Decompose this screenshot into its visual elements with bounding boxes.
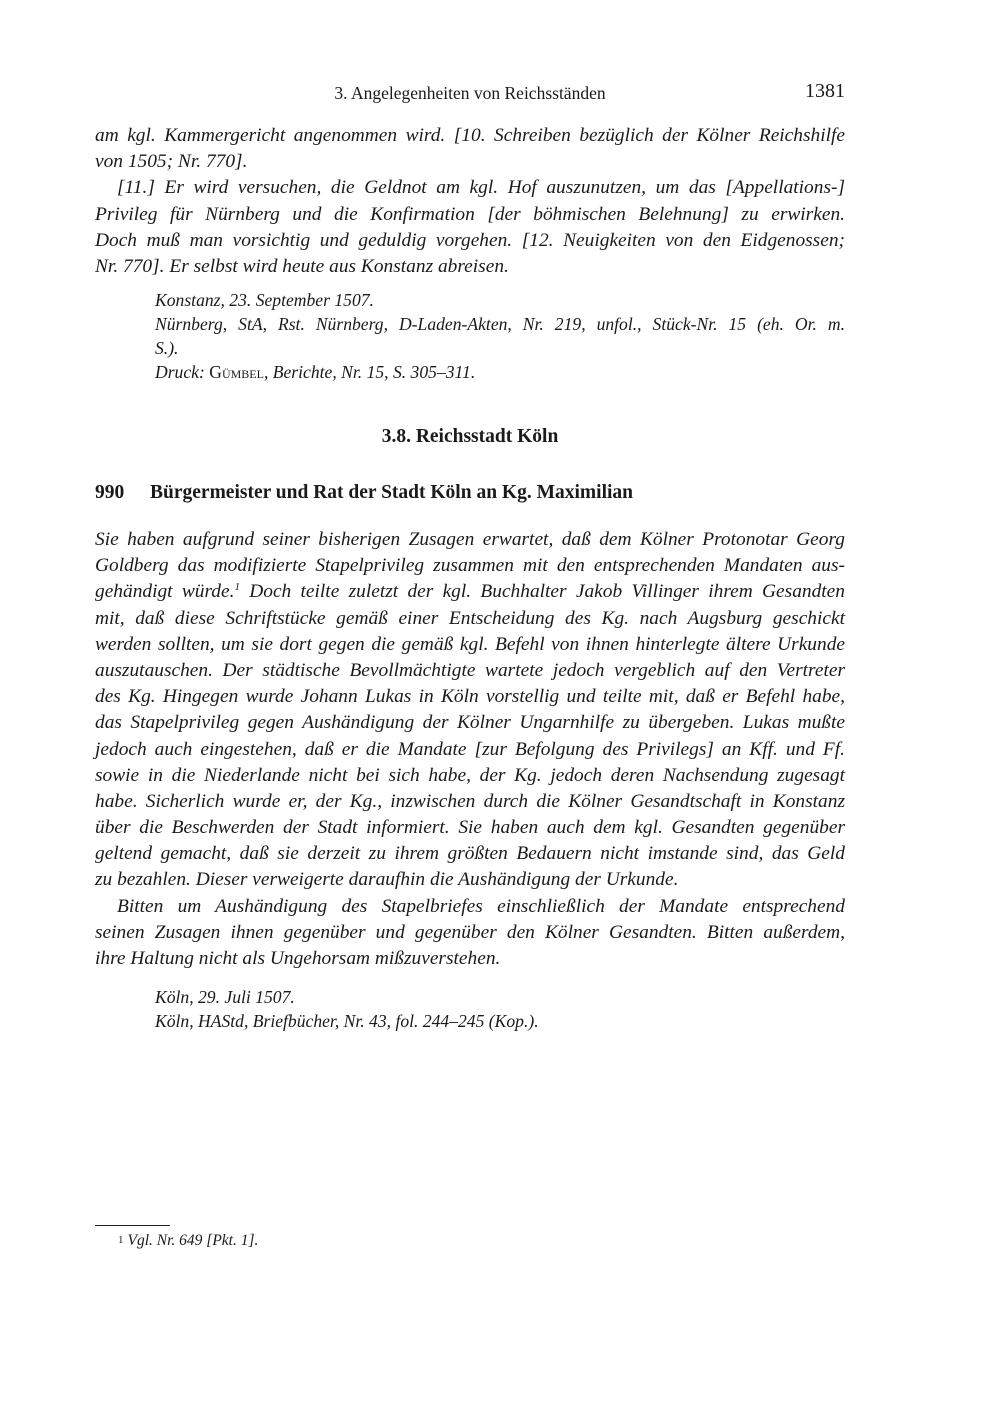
text-line: ihre Haltung nicht als Ungehorsam mißzuverstehen. [95,948,501,969]
previous-document-continuation [95,123,845,280]
text-line: Nr. 770]. Er selbst wird heute aus Konstanz abreisen. [95,255,509,277]
previous-document-source [155,288,845,384]
footnote-divider [95,1225,170,1226]
footnote-text: Vgl. Nr. 649 [Pkt. 1]. [127,1232,259,1249]
print-label: Druck: [155,362,205,382]
running-header [95,80,845,106]
text-line: sowie in die Niederlande nicht bei sich habe, der Kg. jedoch deren Nachsendung zugesagt [95,764,845,786]
text-line: zu bezahlen. Dieser verweigerte daraufhin die Aushändigung der Urkunde. [95,869,679,891]
footnote-marker: 1 [118,1234,124,1246]
text-line: das Stapelprivileg gegen Aushändigung der Kölner Ungarnhilfe zu übergeben. Lukas mußte [95,712,845,734]
text-line: jedoch auch eingestehen, daß er die Mandate [zur Befolgung des Privilegs] an Kff. und Ff. [95,738,845,760]
text-line: [11.] Er wird versuchen, die Geldnot am kgl. Hof auszunutzen, um das [Appellations-] [117,177,845,199]
text-line: Bitten um Aushändigung des Stapelbriefes einschließlich der Mandate entsprechend [117,895,845,917]
date-line: Konstanz, 23. September 1507. [155,290,374,310]
archive-line: Nürnberg, StA, Rst. Nürnberg, D-Laden-Akten, Nr. 219, unfol., Stück-Nr. 15 (eh. Or. m. [155,314,845,334]
archive-line: Köln, HAStd, Briefbücher, Nr. 43, fol. 244–245 (Kop.). [155,1011,539,1031]
print-rest: , Berichte, Nr. 15, S. 305–311. [263,362,476,382]
text-line: von 1505; Nr. 770]. [95,151,248,173]
footnote-reference: 1 [234,581,240,594]
footnote [118,1232,258,1250]
archive-line: S.). [155,338,179,358]
print-reference [155,360,845,384]
document-number: 990 [95,482,125,503]
text-line: habe. Sicherlich wurde er, der Kg., inzwischen durch die Kölner Gesandtschaft in Konstanz [95,790,845,812]
text-segment: Doch teilte zuletzt der kgl. Buchhalter Jakob Villinger ihrem Gesandten [239,581,845,603]
date-line: Köln, 29. Juli 1507. [155,987,295,1007]
text-line: über die Beschwerden der Stadt informiert. Sie haben auch dem kgl. Gesandten gegenüber [95,817,845,839]
text-line: auszutauschen. Der städtische Bevollmächtigte wartete jedoch vergeblich auf den Vertreter [95,659,845,681]
running-title: 3. Angelegenheiten von Reichsständen [334,83,606,103]
text-line: am kgl. Kammergericht angenommen wird. [10. Schreiben bezüglich der Kölner Reichshilfe [95,125,845,146]
document-heading [95,482,845,504]
text-line: des Kg. Hingegen wurde Johann Lukas in Köln vorstellig und teilte mit, daß er Befehl habe, [95,686,845,708]
document-summary [95,527,845,972]
text-line: mit, daß diese Schriftstücke gemäß einer Entscheidung des Kg. nach Augsburg geschickt [95,607,845,629]
section-heading: 3.8. Reichsstadt Köln [381,426,559,447]
document-title: Bürgermeister und Rat der Stadt Köln an Kg. Maximilian [150,482,633,503]
text-segment: gehändigt würde. [95,581,235,603]
text-line: Sie haben aufgrund seiner bisherigen Zusagen erwartet, daß dem Kölner Protonotar Georg [95,529,845,550]
text-line [95,579,845,605]
text-line: Goldberg das modifizierte Stapelprivileg zusammen mit den entsprechenden Mandaten aus- [95,555,845,577]
text-line: werden sollten, um sie dort gegen die gemäß kgl. Befehl von ihnen hinterlegte ältere Urkunde [95,633,845,655]
text-line: seinen Zusagen ihnen gegenüber und gegenüber den Kölner Gesandten. Bitten außerdem, [95,921,845,943]
document-source [155,985,845,1033]
text-line: Doch muß man vorsichtig und geduldig vorgehen. [12. Neuigkeiten von den Eidgenossen; [95,229,845,251]
text-line: geltend gemacht, daß sie derzeit zu ihrem größten Bedauern nicht imstande sind, das Geld [95,843,845,865]
text-line: Privileg für Nürnberg und die Konfirmation [der böhmischen Belehnung] zu erwirken. [95,203,845,225]
page-number: 1381 [805,80,845,102]
print-author: Gümbel [209,362,264,382]
